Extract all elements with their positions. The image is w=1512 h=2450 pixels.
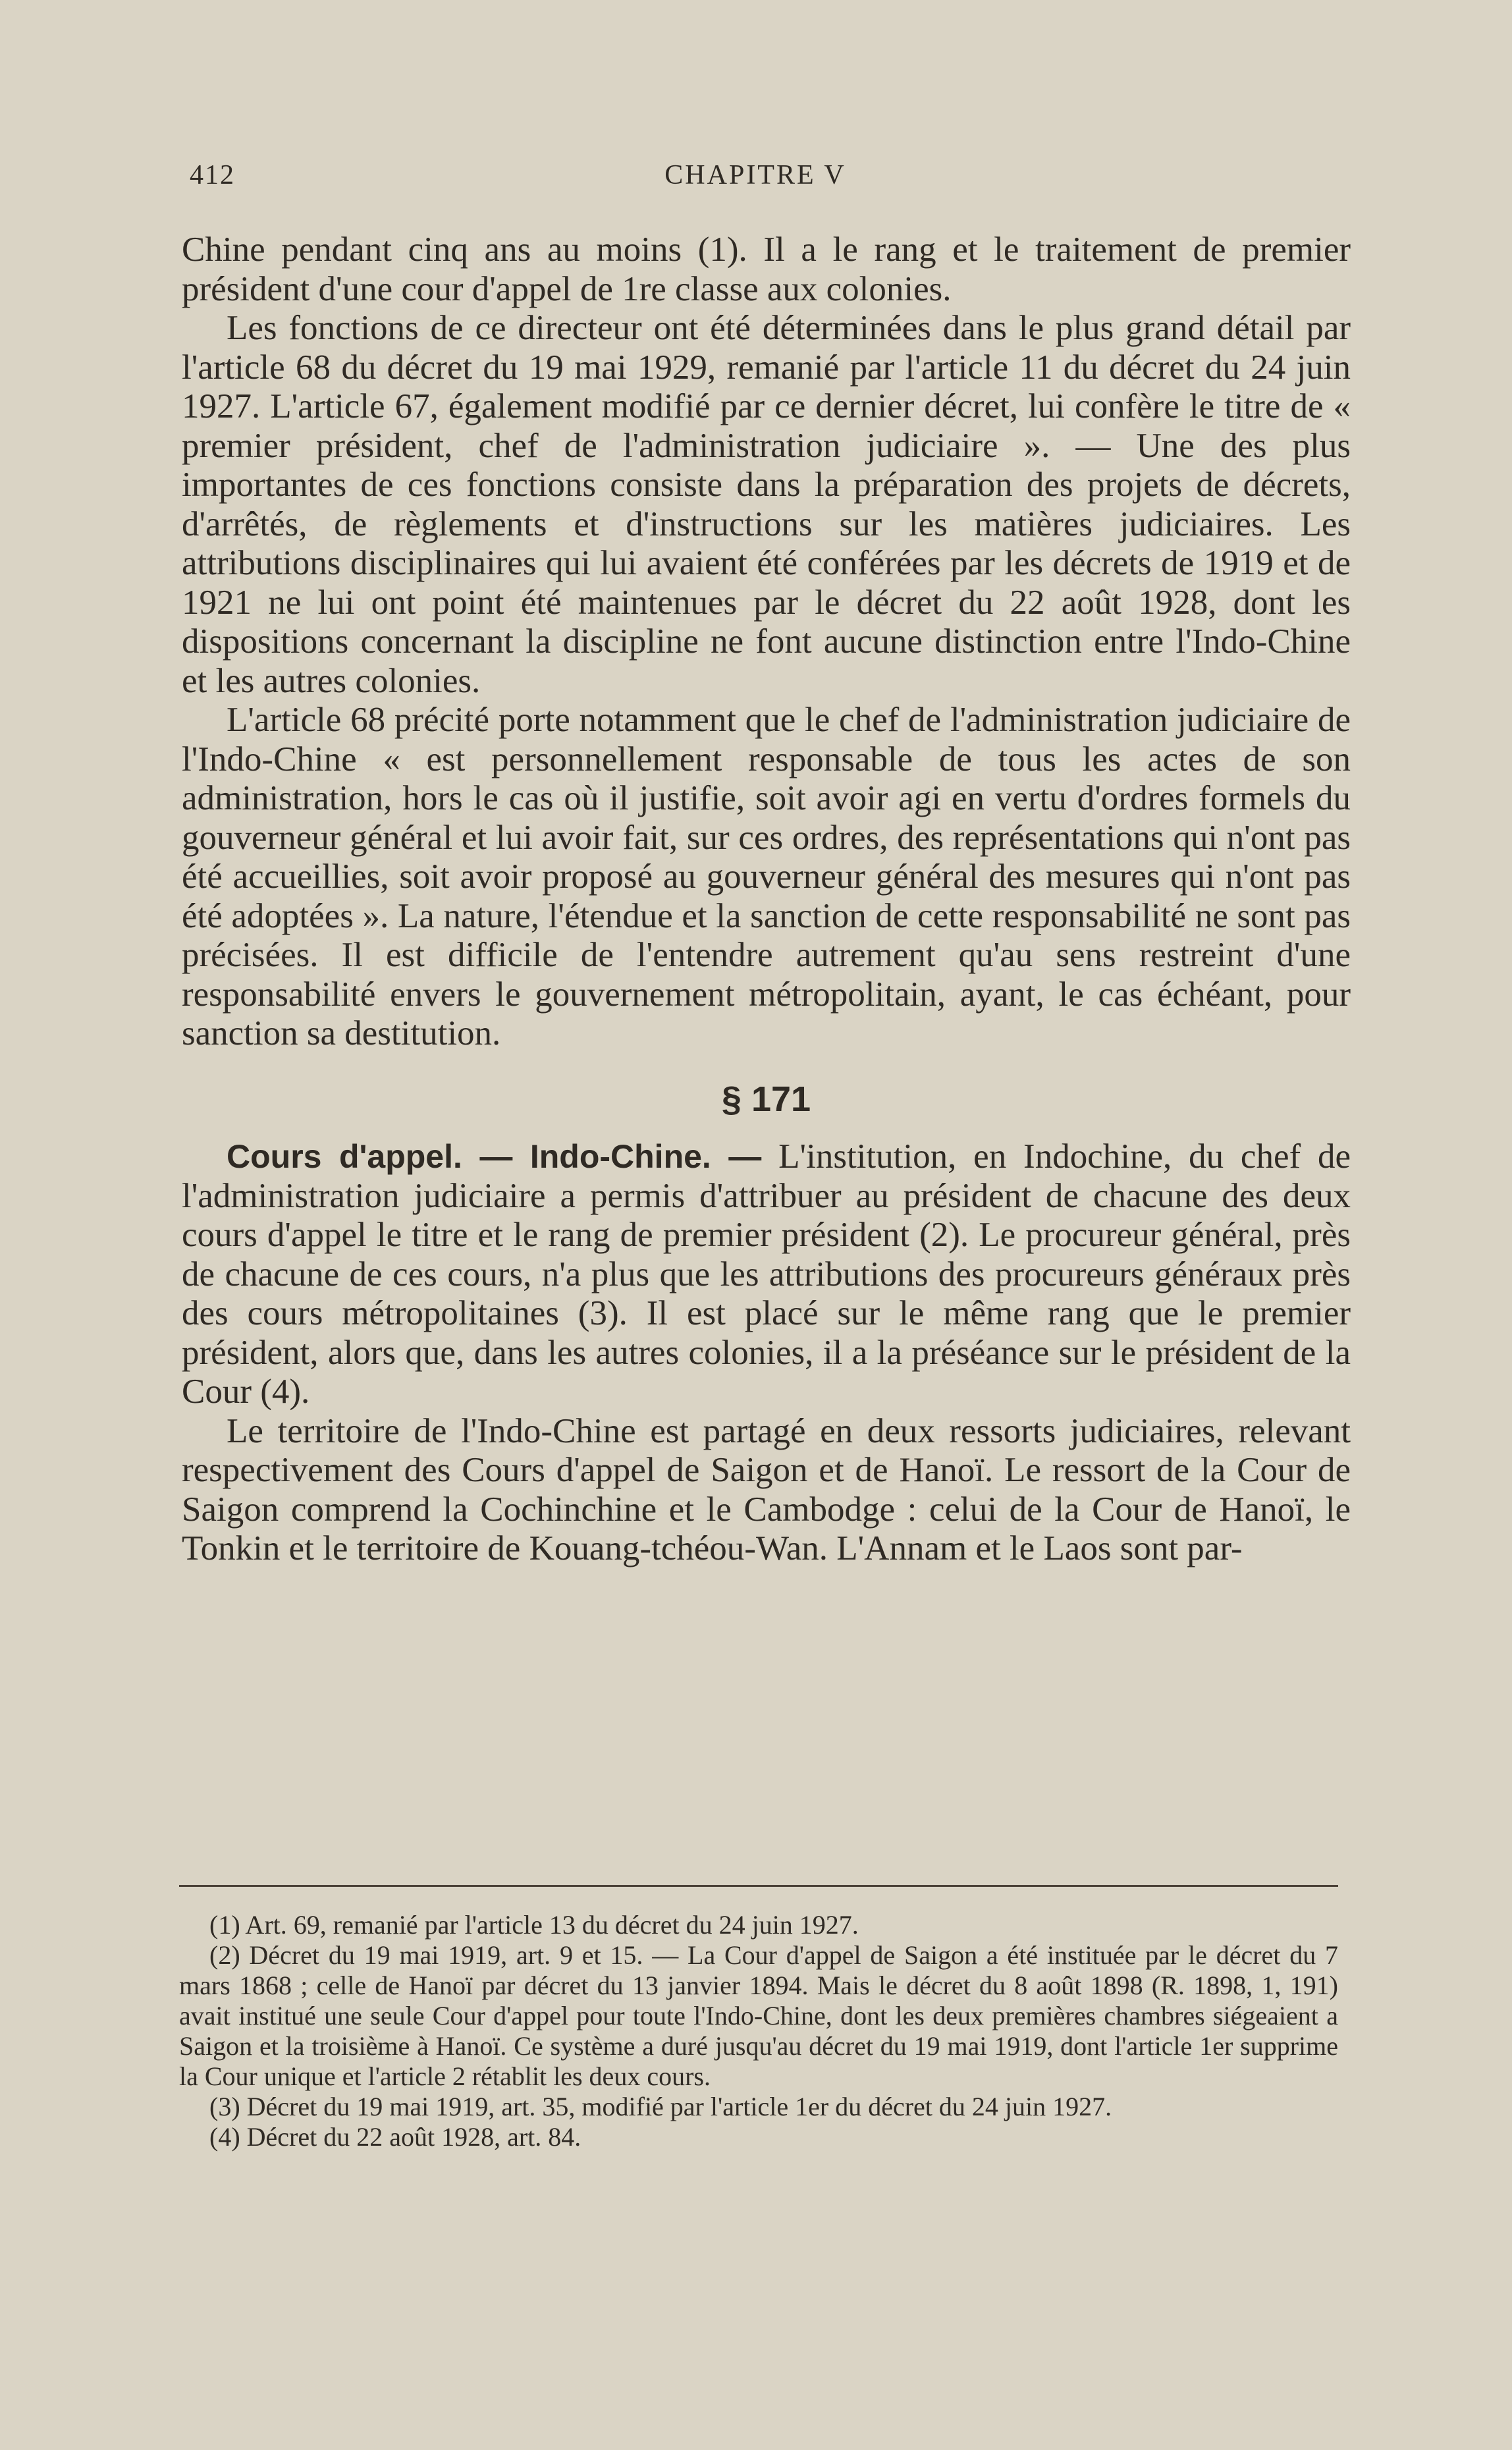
- section-text: L'institution, en Indochine, du chef de l'administration judiciaire a permis d'attribuer au président de chacune des deux cours d'appel le titre et le rang de premier président (2). Le procureur général, près de chacune de ces cours, n'a plus que les attributions des procureurs généraux près des cours métropolitaines (3). Il est placé sur le même rang que le premier président, alors que, dans les autres colonies, il a la préséance sur le président de la Cour (4).: [182, 1137, 1351, 1411]
- footnote: (2) Décret du 19 mai 1919, art. 9 et 15. — La Cour d'appel de Saigon a été instituée par le décret du 7 mars 1868 ; celle de Hanoï par décret du 13 janvier 1894. Mais le décret du 8 août 1898 (R. 1898, 1, 191) avait institué une seule Cour d'appel pour toute l'Indo-Chine, dont les deux premières chambres siégeaient a Saigon et la troisième à Hanoï. Ce système a duré jusqu'au décret du 19 mai 1919, dont l'article 1er supprime la Cour unique et l'article 2 rétablit les deux cours.: [179, 1940, 1338, 2091]
- run-in-heading: Cours d'appel. — Indo-Chine. —: [227, 1138, 762, 1175]
- paragraph: Chine pendant cinq ans au moins (1). Il a le rang et le traitement de premier président d'une cour d'appel de 1re classe aux colonies.: [182, 231, 1351, 308]
- body-text: [182, 231, 1351, 1569]
- running-header: [190, 159, 1321, 199]
- footnote: (4) Décret du 22 août 1928, art. 84.: [209, 2122, 581, 2152]
- footnote-rule: [179, 1885, 1338, 1887]
- paragraph: L'article 68 précité porte notamment que le chef de l'administration judiciaire de l'Indo-Chine « est personnellement responsable de tous les actes de son administration, hors le cas où il justifie, soit avoir agi en vertu d'ordres formels du gouverneur général et lui avoir fait, sur ces ordres, des représentations qui n'ont pas été accueillies, soit avoir proposé au gouverneur général des mesures qui n'ont pas été adoptées ». La nature, l'étendue et la sanction de cette responsabilité ne sont pas précisées. Il est difficile de l'entendre autrement qu'au sens restreint d'une responsabilité envers le gouvernement métropolitain, ayant, le cas échéant, pour sanction sa destitution.: [182, 701, 1351, 1052]
- paragraph: Le territoire de l'Indo-Chine est partagé en deux ressorts judiciaires, relevant respectivement des Cours d'appel de Saigon et de Hanoï. Le ressort de la Cour de Saigon comprend la Cochinchine et le Cambodge : celui de la Cour de Hanoï, le Tonkin et le territoire de Kouang-tchéou-Wan. L'Annam et le Laos sont par-: [182, 1411, 1351, 1567]
- footnotes: [179, 1910, 1338, 2152]
- section-paragraph: [182, 1137, 1351, 1412]
- chapter-title: CHAPITRE V: [664, 160, 846, 190]
- section-number: § 171: [721, 1079, 811, 1119]
- paragraph: Les fonctions de ce directeur ont été déterminées dans le plus grand détail par l'article 68 du décret du 19 mai 1929, remanié par l'article 11 du décret du 24 juin 1927. L'article 67, également modifié par ce dernier décret, lui confère le titre de « premier président, chef de l'administration judiciaire ». — Une des plus importantes de ces fonctions consiste dans la préparation des projets de décrets, d'arrêtés, de règlements et d'instructions sur les matières judiciaires. Les attributions disciplinaires qui lui avaient été conférées par les décrets de 1919 et de 1921 ne lui ont point été maintenues par le décret du 22 août 1928, dont les dispositions concernant la discipline ne font aucune distinction entre l'Indo-Chine et les autres colonies.: [182, 309, 1351, 700]
- footnote: (3) Décret du 19 mai 1919, art. 35, modifié par l'article 1er du décret du 24 juin 1927.: [209, 2092, 1112, 2121]
- footnote: (1) Art. 69, remanié par l'article 13 du décret du 24 juin 1927.: [209, 1910, 859, 1940]
- page-number: 412: [190, 160, 235, 190]
